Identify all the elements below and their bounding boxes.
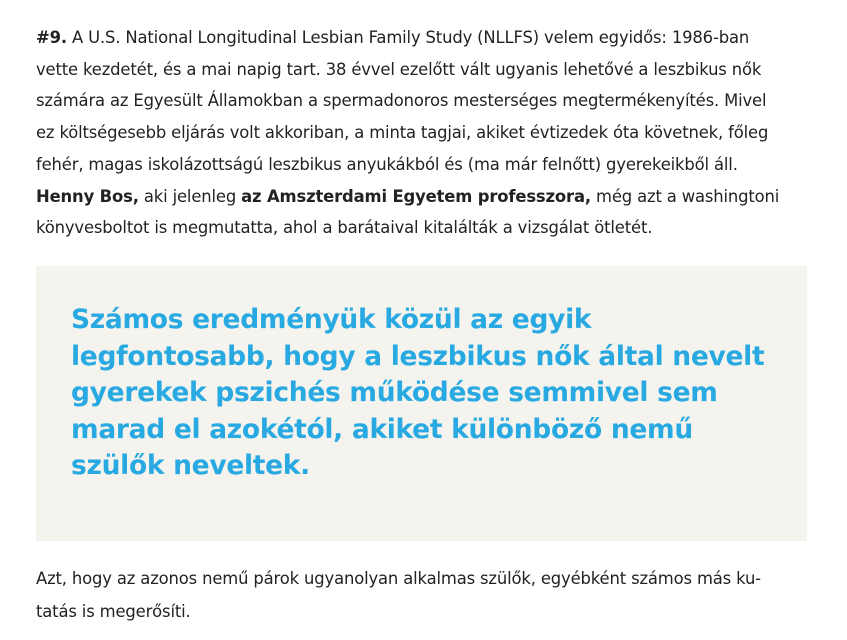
person-name: Henny Bos, (36, 186, 139, 206)
paragraph-line: tatás is megerősíti. (36, 602, 191, 621)
pull-quote-text (71, 302, 773, 485)
paragraph-line: Azt, hogy az azonos nemű párok ugyanolyan alkalmas szülők, egyébként számos más ku- (36, 569, 761, 588)
pull-quote-box (36, 266, 807, 541)
paragraph-text: A U.S. National Longitudinal Lesbian Family Study (NLLFS) velem egyidős: 1986-ban (66, 28, 750, 47)
paragraph-line: ez költségesebb eljárás volt akkoriban, a minta tagjai, akiket évtizedek óta követnek, főleg (36, 123, 769, 143)
article-body (36, 0, 811, 621)
pull-quote-line: szülők neveltek. (71, 450, 310, 482)
paragraph-text: még azt a washingtoni (590, 186, 780, 206)
paragraph-line (36, 181, 811, 213)
paragraph-line (36, 22, 811, 54)
item-number: #9. (36, 28, 67, 47)
paragraph-line: könyvesboltot is megmutatta, ahol a barátaival kitalálták a vizsgálat ötletét. (36, 218, 653, 238)
pull-quote-line: Számos eredményük közül az egyik (71, 304, 592, 335)
paragraph-study-intro (36, 22, 811, 244)
pull-quote-line: marad el azokétól, akiket különböző nemű (71, 413, 693, 445)
paragraph-line: fehér, magas iskolázottságú leszbikus anyukákból és (ma már felnőtt) gyerekeikből áll. (36, 154, 738, 174)
paragraph-line: számára az Egyesült Államokban a spermadonoros mesterséges megtermékenyítés. Mivel (36, 91, 767, 111)
paragraph-text: aki jelenleg (138, 186, 242, 206)
institution-name: az Amszterdami Egyetem professzora, (241, 186, 591, 206)
paragraph-line: vette kezdetét, és a mai napig tart. 38 évvel ezelőtt vált ugyanis lehetővé a leszbikus nők (36, 59, 762, 79)
pull-quote-line: gyerekek pszichés működése semmivel sem (71, 377, 718, 409)
paragraph-conclusion (36, 562, 761, 628)
pull-quote-line: legfontosabb, hogy a leszbikus nők által nevelt (71, 340, 765, 372)
